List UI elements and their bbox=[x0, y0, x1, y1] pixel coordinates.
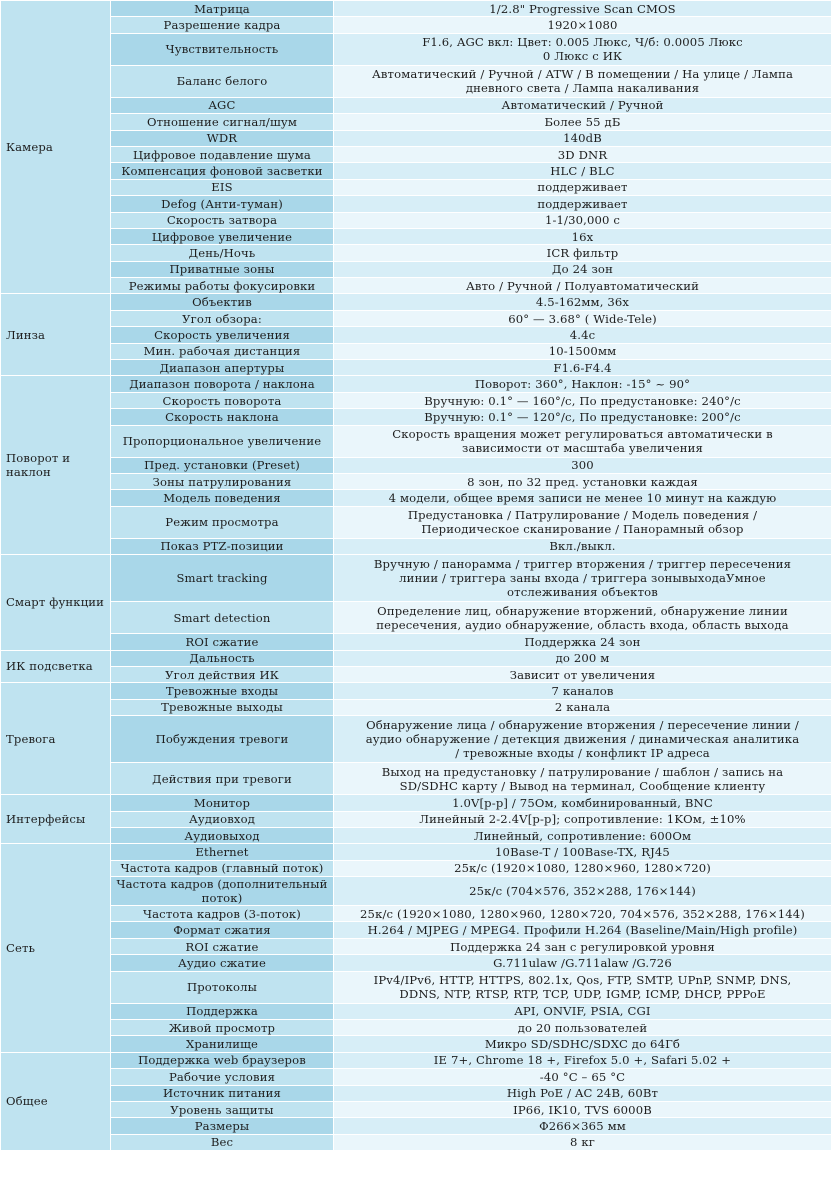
value-line: 16x bbox=[571, 229, 594, 244]
value-cell bbox=[334, 1069, 831, 1085]
spec-row bbox=[1, 490, 831, 506]
value-cell bbox=[334, 666, 831, 682]
spec-row bbox=[1, 130, 831, 146]
spec-row bbox=[1, 1118, 831, 1134]
value-line: HLC / BLC bbox=[550, 164, 615, 179]
value-line: дневного света / Лампа накаливания bbox=[465, 81, 700, 96]
spec-row bbox=[1, 538, 831, 554]
value-line: 0 Люкс с ИК bbox=[542, 49, 623, 64]
category-cell: ИК подсветка bbox=[1, 650, 111, 683]
value-cell bbox=[334, 699, 831, 715]
value-cell bbox=[334, 634, 831, 650]
value-cell bbox=[334, 538, 831, 554]
parameter-cell: Показ PTZ-позиции bbox=[111, 538, 334, 554]
value-cell bbox=[334, 163, 831, 179]
value-line: Поворот: 360°, Наклон: -15° ~ 90° bbox=[474, 377, 691, 392]
value-cell bbox=[334, 261, 831, 277]
value-cell bbox=[334, 490, 831, 506]
value-cell bbox=[334, 130, 831, 146]
value-line: Линейный, сопротивление: 600Ом bbox=[473, 828, 692, 843]
parameter-cell: День/Ночь bbox=[111, 245, 334, 261]
parameter-cell: Размеры bbox=[111, 1118, 334, 1134]
parameter-cell: Частота кадров (3-поток) bbox=[111, 906, 334, 922]
parameter-cell: Чувствительность bbox=[111, 33, 334, 65]
value-line: 8 кг bbox=[570, 1135, 595, 1150]
value-line: IPv4/IPv6, HTTP, HTTPS, 802.1x, Qos, FTP, SMTP, UPnP, SNMP, DNS, bbox=[373, 973, 792, 988]
parameter-cell: Угол действия ИК bbox=[111, 666, 334, 682]
value-cell bbox=[334, 146, 831, 162]
parameter-cell: Smart tracking bbox=[111, 555, 334, 602]
spec-row bbox=[1, 360, 831, 376]
value-cell bbox=[334, 1118, 831, 1134]
value-line: 4.4с bbox=[569, 327, 596, 342]
parameter-cell: Модель поведения bbox=[111, 490, 334, 506]
spec-row bbox=[1, 278, 831, 294]
value-line: Линейный 2-2.4V[p-p]; сопротивление: 1KОм, ±10% bbox=[419, 812, 746, 827]
value-line: High PoE / AC 24В, 60Вт bbox=[506, 1086, 659, 1101]
value-line: Вручную: 0.1° — 120°/с, По предустановке: 200°/с bbox=[424, 409, 741, 424]
category-cell: Сеть bbox=[1, 844, 111, 1053]
value-line: Определение лиц, обнаружение вторжений, обнаружение линии bbox=[377, 603, 788, 618]
value-line: Авто / Ручной / Полуавтоматический bbox=[466, 278, 699, 293]
value-line: Более 55 дБ bbox=[544, 114, 621, 129]
spec-row bbox=[1, 376, 831, 392]
value-line: G.711ulaw /G.711alaw /G.726 bbox=[493, 955, 672, 970]
spec-row bbox=[1, 1003, 831, 1019]
spec-row bbox=[1, 1069, 831, 1085]
value-cell bbox=[334, 844, 831, 860]
value-line: F1.6, AGC вкл: Цвет: 0.005 Люкс, Ч/б: 0.0005 Люкс bbox=[422, 35, 743, 50]
parameter-cell: Smart detection bbox=[111, 602, 334, 634]
value-cell bbox=[334, 811, 831, 827]
value-cell bbox=[334, 360, 831, 376]
value-cell bbox=[334, 1036, 831, 1052]
value-line: 4 модели, общее время записи не менее 10 минут на каждую bbox=[388, 491, 777, 506]
category-cell: Общее bbox=[1, 1052, 111, 1150]
spec-row bbox=[1, 425, 831, 457]
value-line: 25к/с (1920×1080, 1280×960, 1280×720, 704×576, 352×288, 176×144) bbox=[360, 906, 805, 921]
spec-row bbox=[1, 212, 831, 228]
value-line: Автоматический / Ручной bbox=[501, 98, 664, 113]
parameter-cell: Побуждения тревоги bbox=[111, 716, 334, 763]
parameter-cell: ROI сжатие bbox=[111, 938, 334, 954]
value-cell bbox=[334, 196, 831, 212]
value-cell bbox=[334, 938, 831, 954]
spec-row bbox=[1, 1134, 831, 1150]
value-line: 300 bbox=[571, 458, 594, 473]
parameter-cell: Аудиовыход bbox=[111, 827, 334, 843]
parameter-cell: Разрешение кадра bbox=[111, 17, 334, 33]
spec-row bbox=[1, 906, 831, 922]
value-line: -40 °C – 65 °C bbox=[539, 1069, 626, 1084]
parameter-cell: Действия при тревоги bbox=[111, 763, 334, 795]
parameter-cell: Матрица bbox=[111, 1, 334, 17]
spec-row bbox=[1, 294, 831, 310]
spec-row bbox=[1, 114, 831, 130]
parameter-cell: Угол обзора: bbox=[111, 310, 334, 326]
value-line: 2 канала bbox=[554, 700, 611, 715]
value-line: 1-1/30,000 с bbox=[544, 213, 621, 228]
value-cell bbox=[334, 278, 831, 294]
spec-row bbox=[1, 261, 831, 277]
spec-row bbox=[1, 763, 831, 795]
value-line: 7 каналов bbox=[551, 684, 614, 699]
spec-row bbox=[1, 827, 831, 843]
value-line: 3D DNR bbox=[557, 147, 608, 162]
value-line: до 200 м bbox=[555, 651, 610, 666]
parameter-cell: ROI сжатие bbox=[111, 634, 334, 650]
value-cell bbox=[334, 922, 831, 938]
spec-row bbox=[1, 634, 831, 650]
value-line: Вкл./выкл. bbox=[549, 539, 616, 554]
parameter-cell: WDR bbox=[111, 130, 334, 146]
value-line: F1.6-F4.4 bbox=[553, 360, 612, 375]
value-line: ICR фильтр bbox=[546, 245, 619, 260]
parameter-cell: Режим просмотра bbox=[111, 506, 334, 538]
value-cell bbox=[334, 212, 831, 228]
value-cell bbox=[334, 716, 831, 763]
value-cell bbox=[334, 955, 831, 971]
parameter-cell: EIS bbox=[111, 179, 334, 195]
value-cell bbox=[334, 683, 831, 699]
spec-row bbox=[1, 228, 831, 244]
value-cell bbox=[334, 457, 831, 473]
value-line: 1/2.8" Progressive Scan CMOS bbox=[489, 1, 676, 16]
value-line: Предустановка / Патрулирование / Модель поведения / bbox=[407, 508, 758, 523]
value-line: 60° — 3.68° ( Wide-Tele) bbox=[508, 311, 657, 326]
spec-row bbox=[1, 699, 831, 715]
value-cell bbox=[334, 228, 831, 244]
value-cell bbox=[334, 650, 831, 666]
spec-row bbox=[1, 17, 831, 33]
spec-row bbox=[1, 555, 831, 602]
parameter-cell: Пропорциональное увеличение bbox=[111, 425, 334, 457]
parameter-cell: AGC bbox=[111, 97, 334, 113]
value-line: 1.0V[p-p] / 75Ом, комбинированный, BNC bbox=[452, 795, 713, 810]
value-cell bbox=[334, 506, 831, 538]
value-cell bbox=[334, 1, 831, 17]
parameter-cell: Формат сжатия bbox=[111, 922, 334, 938]
value-line: Вручную: 0.1° — 160°/с, По предустановке: 240°/с bbox=[424, 393, 741, 408]
value-line: Скорость вращения может регулироваться автоматически в bbox=[392, 427, 773, 442]
value-cell bbox=[334, 294, 831, 310]
value-cell bbox=[334, 602, 831, 634]
parameter-cell: Тревожные выходы bbox=[111, 699, 334, 715]
spec-row bbox=[1, 1085, 831, 1101]
value-line: пересечения, аудио обнаружение, область входа, область выхода bbox=[376, 617, 789, 632]
value-cell bbox=[334, 245, 831, 261]
value-line: Обнаружение лица / обнаружение вторжения / пересечение линии / bbox=[366, 718, 799, 733]
value-cell bbox=[334, 1003, 831, 1019]
spec-row bbox=[1, 146, 831, 162]
parameter-cell: Поддержка bbox=[111, 1003, 334, 1019]
value-cell bbox=[334, 343, 831, 359]
value-line: Поддержка 24 зан с регулировкой уровня bbox=[450, 939, 715, 954]
parameter-cell: Зоны патрулирования bbox=[111, 473, 334, 489]
parameter-cell: Диапазон поворота / наклона bbox=[111, 376, 334, 392]
spec-row bbox=[1, 392, 831, 408]
value-line: 10-1500мм bbox=[548, 344, 617, 359]
parameter-cell: Источник питания bbox=[111, 1085, 334, 1101]
parameter-cell: Тревожные входы bbox=[111, 683, 334, 699]
value-line: Микро SD/SDHC/SDXC до 64Гб bbox=[484, 1037, 681, 1052]
spec-row bbox=[1, 877, 831, 906]
spec-row bbox=[1, 844, 831, 860]
parameter-cell: Аудиовход bbox=[111, 811, 334, 827]
value-cell bbox=[334, 65, 831, 97]
value-line: Поддержка 24 зон bbox=[524, 634, 641, 649]
value-cell bbox=[334, 971, 831, 1003]
value-line: API, ONVIF, PSIA, CGI bbox=[514, 1004, 651, 1019]
spec-row bbox=[1, 1, 831, 17]
spec-row bbox=[1, 409, 831, 425]
value-cell bbox=[334, 17, 831, 33]
parameter-cell: Уровень защиты bbox=[111, 1101, 334, 1117]
spec-row bbox=[1, 473, 831, 489]
spec-row bbox=[1, 938, 831, 954]
parameter-cell: Частота кадров (главный поток) bbox=[111, 860, 334, 876]
value-line: Выход на предустановку / патрулирование / шаблон / запись на bbox=[381, 764, 784, 779]
value-line: Φ266×365 мм bbox=[539, 1119, 626, 1134]
spec-row bbox=[1, 196, 831, 212]
value-line: 140dB bbox=[563, 131, 602, 146]
value-cell bbox=[334, 114, 831, 130]
value-line: SD/SDHC карту / Вывод на терминал, Сообщение клиенту bbox=[399, 778, 766, 793]
spec-row bbox=[1, 343, 831, 359]
category-cell: Поворот и наклон bbox=[1, 376, 111, 555]
spec-row bbox=[1, 97, 831, 113]
value-cell bbox=[334, 1085, 831, 1101]
spec-row bbox=[1, 1020, 831, 1036]
value-cell bbox=[334, 310, 831, 326]
value-line: / тревожные входы / конфликт IP адреса bbox=[455, 746, 710, 761]
value-cell bbox=[334, 409, 831, 425]
spec-row bbox=[1, 506, 831, 538]
parameter-cell: Живой просмотр bbox=[111, 1020, 334, 1036]
spec-row bbox=[1, 457, 831, 473]
value-cell bbox=[334, 1134, 831, 1150]
value-line: зависимости от масштаба увеличения bbox=[462, 441, 703, 456]
parameter-cell: Рабочие условия bbox=[111, 1069, 334, 1085]
parameter-cell: Дальность bbox=[111, 650, 334, 666]
value-cell bbox=[334, 877, 831, 906]
value-line: аудио обнаружение / детекция движения / динамическая аналитика bbox=[365, 732, 800, 747]
spec-row bbox=[1, 666, 831, 682]
category-cell: Линза bbox=[1, 294, 111, 376]
value-cell bbox=[334, 795, 831, 811]
parameter-cell: Скорость наклона bbox=[111, 409, 334, 425]
value-line: 4.5-162мм, 36x bbox=[535, 295, 630, 310]
value-line: 8 зон, по 32 пред. установки каждая bbox=[467, 474, 698, 489]
category-cell: Интерфейсы bbox=[1, 795, 111, 844]
value-cell bbox=[334, 473, 831, 489]
parameter-cell: Режимы работы фокусировки bbox=[111, 278, 334, 294]
spec-row bbox=[1, 811, 831, 827]
parameter-cell: Ethernet bbox=[111, 844, 334, 860]
value-line: Вручную / панорамма / триггер вторжения / триггер пересечения bbox=[373, 557, 792, 572]
spec-row bbox=[1, 602, 831, 634]
value-line: До 24 зон bbox=[552, 262, 613, 277]
spec-row bbox=[1, 716, 831, 763]
parameter-cell: Скорость поворота bbox=[111, 392, 334, 408]
value-line: Периодическое сканирование / Панорамный обзор bbox=[421, 522, 744, 537]
value-cell bbox=[334, 33, 831, 65]
spec-row bbox=[1, 245, 831, 261]
parameter-cell: Аудио сжатие bbox=[111, 955, 334, 971]
value-line: до 20 пользователей bbox=[517, 1020, 648, 1035]
spec-row bbox=[1, 795, 831, 811]
spec-row bbox=[1, 971, 831, 1003]
value-cell bbox=[334, 555, 831, 602]
spec-row bbox=[1, 683, 831, 699]
parameter-cell: Частота кадров (дополнительный поток) bbox=[111, 877, 334, 906]
category-cell: Камера bbox=[1, 1, 111, 294]
value-cell bbox=[334, 1101, 831, 1117]
parameter-cell: Отношение сигнал/шум bbox=[111, 114, 334, 130]
value-cell bbox=[334, 860, 831, 876]
value-line: H.264 / MJPEG / MPEG4. Профили H.264 (Baseline/Main/High profile) bbox=[367, 923, 798, 938]
spec-row bbox=[1, 1101, 831, 1117]
value-line: IE 7+, Chrome 18 +, Firefox 5.0 +, Safari 5.02 + bbox=[433, 1053, 732, 1068]
category-cell: Тревога bbox=[1, 683, 111, 795]
spec-row bbox=[1, 1036, 831, 1052]
spec-row bbox=[1, 955, 831, 971]
value-line: отслеживания объектов bbox=[507, 585, 658, 600]
spec-row bbox=[1, 327, 831, 343]
category-cell: Смарт функции bbox=[1, 555, 111, 650]
spec-row bbox=[1, 1052, 831, 1068]
parameter-cell: Объектив bbox=[111, 294, 334, 310]
value-cell bbox=[334, 763, 831, 795]
value-line: Автоматический / Ручной / ATW / В помещении / На улице / Лампа bbox=[371, 67, 794, 82]
value-line: 10Base-T / 100Base-TX, RJ45 bbox=[495, 844, 670, 859]
parameter-cell: Компенсация фоновой засветки bbox=[111, 163, 334, 179]
parameter-cell: Протоколы bbox=[111, 971, 334, 1003]
value-line: IP66, IK10, TVS 6000В bbox=[513, 1102, 652, 1117]
value-line: 25к/с (704×576, 352×288, 176×144) bbox=[469, 884, 696, 899]
value-cell bbox=[334, 827, 831, 843]
parameter-cell: Мин. рабочая дистанция bbox=[111, 343, 334, 359]
spec-row bbox=[1, 163, 831, 179]
value-cell bbox=[334, 327, 831, 343]
spec-row bbox=[1, 65, 831, 97]
specifications-body bbox=[1, 1, 831, 1151]
value-cell bbox=[334, 1052, 831, 1068]
spec-row bbox=[1, 650, 831, 666]
value-cell bbox=[334, 376, 831, 392]
value-cell bbox=[334, 179, 831, 195]
parameter-cell: Цифровое увеличение bbox=[111, 228, 334, 244]
value-cell bbox=[334, 97, 831, 113]
parameter-cell: Хранилище bbox=[111, 1036, 334, 1052]
value-cell bbox=[334, 392, 831, 408]
parameter-cell: Приватные зоны bbox=[111, 261, 334, 277]
parameter-cell: Скорость затвора bbox=[111, 212, 334, 228]
spec-row bbox=[1, 33, 831, 65]
value-line: линии / триггера заны входа / триггера зонывыходаУмное bbox=[399, 571, 766, 586]
parameter-cell: Скорость увеличения bbox=[111, 327, 334, 343]
value-line: поддерживает bbox=[537, 196, 628, 211]
parameter-cell: Монитор bbox=[111, 795, 334, 811]
parameter-cell: Defog (Анти-туман) bbox=[111, 196, 334, 212]
parameter-cell: Баланс белого bbox=[111, 65, 334, 97]
spec-row bbox=[1, 922, 831, 938]
spec-row bbox=[1, 860, 831, 876]
spec-row bbox=[1, 310, 831, 326]
parameter-cell: Цифровое подавление шума bbox=[111, 146, 334, 162]
value-cell bbox=[334, 1020, 831, 1036]
value-cell bbox=[334, 906, 831, 922]
value-line: DDNS, NTP, RTSP, RTP, TCP, UDP, IGMP, ICMP, DHCP, PPPoE bbox=[399, 987, 766, 1002]
value-line: Зависит от увеличения bbox=[509, 667, 656, 682]
parameter-cell: Диапазон апертуры bbox=[111, 360, 334, 376]
spec-row bbox=[1, 179, 831, 195]
value-line: поддерживает bbox=[537, 180, 628, 195]
parameter-cell: Вес bbox=[111, 1134, 334, 1150]
parameter-cell: Пред. установки (Preset) bbox=[111, 457, 334, 473]
value-cell bbox=[334, 425, 831, 457]
value-line: 1920×1080 bbox=[547, 18, 618, 33]
value-line: 25к/с (1920×1080, 1280×960, 1280×720) bbox=[454, 861, 711, 876]
parameter-cell: Поддержка web браузеров bbox=[111, 1052, 334, 1068]
